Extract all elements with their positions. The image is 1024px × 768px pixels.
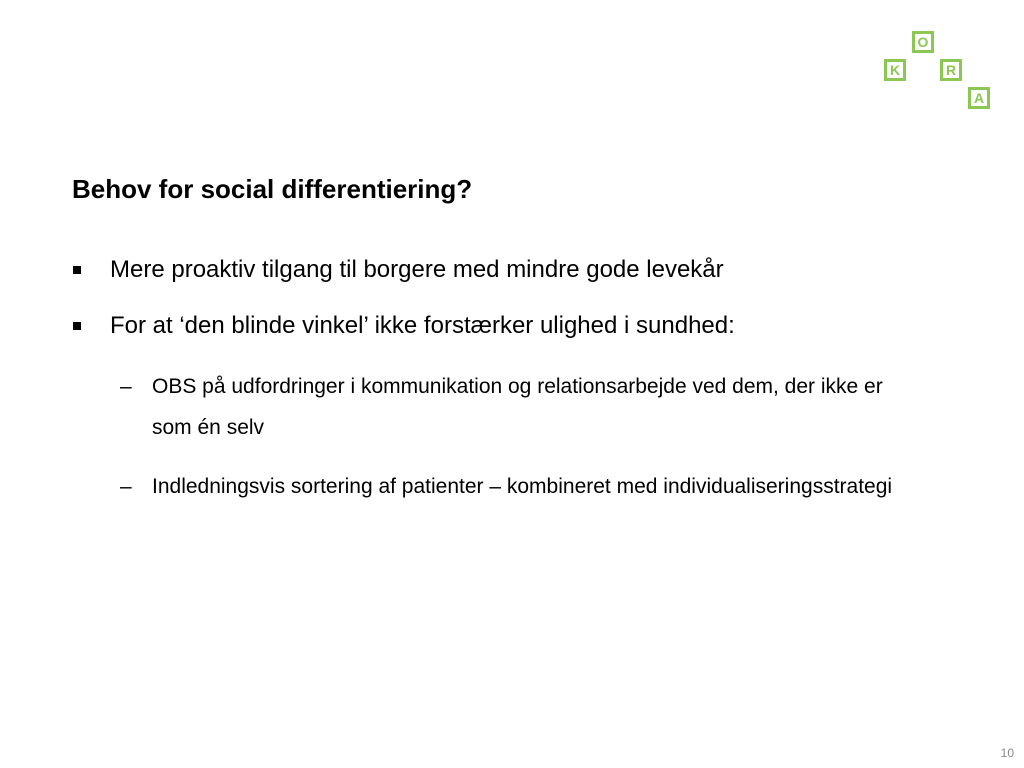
square-bullet-icon — [73, 322, 81, 330]
square-bullet-icon — [73, 266, 81, 274]
bullet-text: Mere proaktiv tilgang til borgere med mindre gode levekår — [110, 256, 724, 283]
sub-bullet-item — [120, 466, 900, 507]
kora-logo — [884, 31, 996, 114]
sub-bullet-item — [120, 366, 900, 448]
bullet-item — [72, 308, 952, 344]
sub-bullet-text: Indledningsvis sortering af patienter – kombineret med individualiseringsstrategi — [152, 475, 893, 498]
slide-title: Behov for social differentiering? — [72, 174, 473, 204]
bullet-text: For at ‘den blinde vinkel’ ikke forstærker ulighed i sundhed: — [110, 312, 735, 339]
sub-bullet-list — [120, 366, 900, 525]
logo-letter-r: R — [940, 59, 962, 81]
page-number: 10 — [1000, 746, 1014, 760]
sub-bullet-text: OBS på udfordringer i kommunikation og relationsarbejde ved dem, der ikke er som én selv — [152, 375, 883, 439]
bullet-item — [72, 252, 952, 288]
logo-letter-o: O — [912, 31, 934, 53]
logo-letter-k: K — [884, 59, 906, 81]
bullet-list — [72, 252, 952, 364]
dash-bullet-icon: – — [120, 475, 132, 498]
dash-bullet-icon: – — [120, 375, 132, 398]
logo-letter-a: A — [968, 87, 990, 109]
